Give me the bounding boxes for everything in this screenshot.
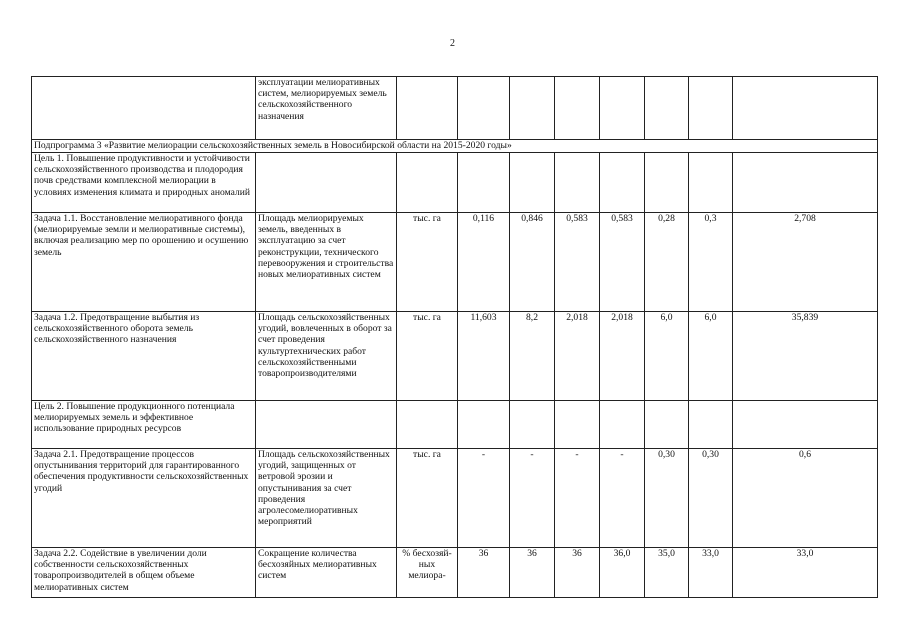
value-cell bbox=[600, 77, 645, 140]
value-cell: - bbox=[458, 449, 510, 548]
total-cell: 35,839 bbox=[733, 312, 878, 401]
value-cell: - bbox=[510, 449, 555, 548]
table-row bbox=[32, 77, 878, 140]
value-cell: - bbox=[600, 449, 645, 548]
indicators-table bbox=[31, 76, 878, 598]
task-cell: Задача 1.2. Предотвращение выбытия из сельскохозяйственного оборота земель сельскохозяйственного назначения bbox=[32, 312, 256, 401]
unit-cell: тыс. га bbox=[397, 449, 458, 548]
value-cell bbox=[555, 77, 600, 140]
page-number: 2 bbox=[450, 38, 455, 49]
value-cell: 2,018 bbox=[600, 312, 645, 401]
subprogram-row bbox=[32, 140, 878, 153]
total-cell: 33,0 bbox=[733, 548, 878, 598]
value-cell: 11,603 bbox=[458, 312, 510, 401]
goal-cell: Цель 1. Повышение продуктивности и устойчивости сельскохозяйственного производства и плодородия почв средствами комплексной мелиорации в условиях изменения климата и природных аномалий bbox=[32, 153, 256, 213]
value-cell bbox=[510, 77, 555, 140]
total-cell: 2,708 bbox=[733, 213, 878, 312]
indicator-cell: эксплуатации мелиоративных систем, мелиорируемых земель сельскохозяйственного назначения bbox=[256, 77, 397, 140]
value-cell: 0,116 bbox=[458, 213, 510, 312]
value-cell: 36,0 bbox=[600, 548, 645, 598]
value-cell bbox=[645, 77, 689, 140]
value-cell: 0,28 bbox=[645, 213, 689, 312]
value-cell: 8,2 bbox=[510, 312, 555, 401]
value-cell: - bbox=[555, 449, 600, 548]
value-cell: 35,0 bbox=[645, 548, 689, 598]
task-cell: Задача 1.1. Восстановление мелиоративного фонда (мелиорируемые земли и мелиоративные системы), включая реализацию мер по орошению и осушению земель bbox=[32, 213, 256, 312]
task-cell: Задача 2.2. Содействие в увеличении доли собственности сельскохозяйственных товаропроизводителей в общем объеме мелиоративных систем bbox=[32, 548, 256, 598]
value-cell: 36 bbox=[458, 548, 510, 598]
value-cell: 0,30 bbox=[689, 449, 733, 548]
table-row bbox=[32, 213, 878, 312]
indicator-cell: Площадь сельскохозяйственных угодий, защищенных от ветровой эрозии и опустынивания за счет проведения агролесомелиоративных мероприятий bbox=[256, 449, 397, 548]
value-cell: 0,3 bbox=[689, 213, 733, 312]
table-row bbox=[32, 449, 878, 548]
subprogram-title: Подпрограмма 3 «Развитие мелиорации сельскохозяйственных земель в Новосибирской области на 2015-2020 годы» bbox=[32, 140, 878, 153]
unit-cell: тыс. га bbox=[397, 312, 458, 401]
value-cell bbox=[458, 77, 510, 140]
table-row bbox=[32, 312, 878, 401]
unit-cell: % бесхозяй-ных мелиора- bbox=[397, 548, 458, 598]
task-cell: Задача 2.1. Предотвращение процессов опустынивания территорий для гарантированного обеспечения продуктивности сельскохозяйственных угодий bbox=[32, 449, 256, 548]
goal-row bbox=[32, 153, 878, 213]
indicator-cell: Площадь сельскохозяйственных угодий, вовлеченных в оборот за счет проведения культуртехнических работ сельскохозяйственными товаропроизводителями bbox=[256, 312, 397, 401]
goal-cell: Цель 2. Повышение продукционного потенциала мелиорируемых земель и эффективное использование природных ресурсов bbox=[32, 401, 256, 449]
total-cell: 0,6 bbox=[733, 449, 878, 548]
value-cell bbox=[689, 77, 733, 140]
value-cell: 0,583 bbox=[600, 213, 645, 312]
value-cell: 36 bbox=[510, 548, 555, 598]
value-cell: 6,0 bbox=[689, 312, 733, 401]
table-row bbox=[32, 548, 878, 598]
value-cell: 2,018 bbox=[555, 312, 600, 401]
goal-row bbox=[32, 401, 878, 449]
task-cell bbox=[32, 77, 256, 140]
value-cell: 6,0 bbox=[645, 312, 689, 401]
value-cell: 0,30 bbox=[645, 449, 689, 548]
value-cell: 36 bbox=[555, 548, 600, 598]
value-cell: 33,0 bbox=[689, 548, 733, 598]
value-cell: 0,583 bbox=[555, 213, 600, 312]
unit-cell bbox=[397, 77, 458, 140]
unit-cell: тыс. га bbox=[397, 213, 458, 312]
value-cell: 0,846 bbox=[510, 213, 555, 312]
indicator-cell: Площадь мелиорируемых земель, введенных в эксплуатацию за счет реконструкции, технического перевооружения и строительства новых мелиоративных систем bbox=[256, 213, 397, 312]
total-cell bbox=[733, 77, 878, 140]
indicator-cell: Сокращение количества бесхозяйных мелиоративных систем bbox=[256, 548, 397, 598]
